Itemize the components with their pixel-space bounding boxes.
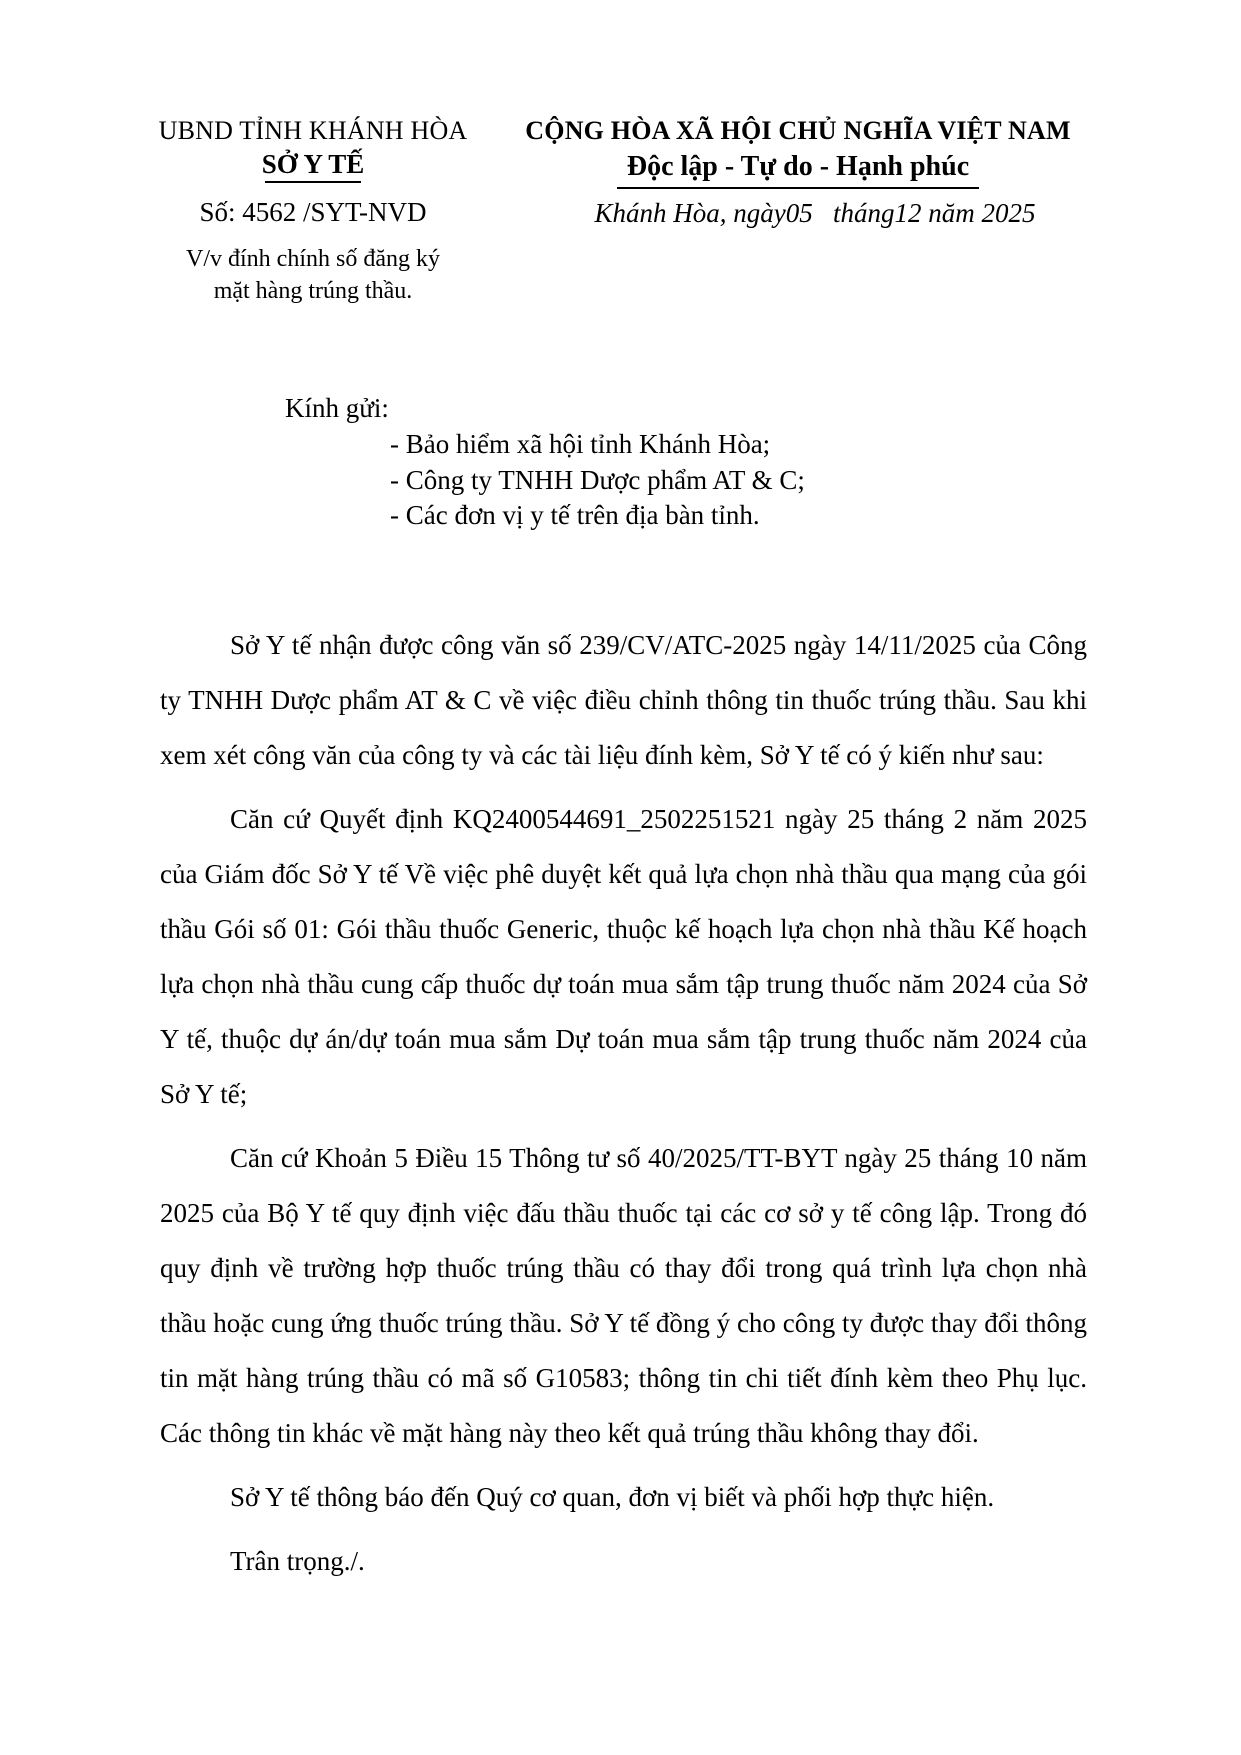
document-number: Số: 4562 /SYT-NVD (199, 197, 427, 227)
body-paragraph-3: Căn cứ Khoản 5 Điều 15 Thông tư số 40/2025/TT-BYT ngày 25 tháng 10 năm 2025 của Bộ Y tế quy định việc đấu thầu thuốc tại các cơ sở y tế công lập. Trong đó quy định về trường hợp thuốc trúng thầu có thay đổi trong quá trình lựa chọn nhà thầu hoặc cung ứng thuốc trúng thầu. Sở Y tế đồng ý cho công ty được thay đổi thông tin mặt hàng trúng thầu có mã số G10583; thông tin chi tiết đính kèm theo Phụ lục. Các thông tin khác về mặt hàng này theo kết quả trúng thầu không thay đổi. (160, 1142, 1087, 1448)
department-underline-rule (265, 181, 361, 183)
subject-line-2: mặt hàng trúng thầu. (213, 277, 413, 304)
closing-salutation: Trân trọng./. (230, 1545, 365, 1576)
document-header (0, 0, 1241, 307)
salutation: Kính gửi: (285, 393, 389, 424)
national-motto: Độc lập - Tự do - Hạnh phúc (617, 151, 979, 189)
document-body (160, 618, 1087, 1589)
body-paragraph-1: Sở Y tế nhận được công văn số 239/CV/ATC-2025 ngày 14/11/2025 của Công ty TNHH Dược phẩm AT & C về việc điều chỉnh thông tin thuốc trúng thầu. Sau khi xem xét công văn của công ty và các tài liệu đính kèm, Sở Y tế có ý kiến như sau: (160, 629, 1087, 770)
place-date-line: Khánh Hòa, ngày05 tháng12 năm 2025 (594, 198, 1036, 228)
body-paragraph-2: Căn cứ Quyết định KQ2400544691_2502251521 ngày 25 tháng 2 năm 2025 của Giám đốc Sở Y tế Về việc phê duyệt kết quả lựa chọn nhà thầu qua mạng của gói thầu Gói số 01: Gói thầu thuốc Generic, thuộc kế hoạch lựa chọn nhà thầu Kế hoạch lựa chọn nhà thầu cung cấp thuốc dự toán mua sắm tập trung thuốc năm 2024 của Sở Y tế, thuộc dự án/dự toán mua sắm Dự toán mua sắm tập trung thuốc năm 2024 của Sở Y tế; (160, 803, 1087, 1109)
recipient-item: - Công ty TNHH Dược phẩm AT & C; (390, 464, 805, 495)
department-name: SỞ Y TẾ (261, 149, 365, 179)
subject-line-1: V/v đính chính số đăng ký (186, 246, 440, 272)
national-title: CỘNG HÒA XÃ HỘI CHỦ NGHĨA VIỆT NAM (525, 116, 1071, 145)
recipient-item: - Bảo hiểm xã hội tỉnh Khánh Hòa; (390, 428, 771, 459)
recipient-item: - Các đơn vị y tế trên địa bàn tỉnh. (390, 500, 760, 531)
document-subject (158, 244, 468, 307)
recipients-section (285, 391, 1085, 534)
notification-paragraph: Sở Y tế thông báo đến Quý cơ quan, đơn vị biết và phối hợp thực hiện. (230, 1481, 995, 1512)
recipient-list (390, 427, 1085, 534)
org-name: UBND TỈNH KHÁNH HÒA (158, 116, 468, 145)
issuing-authority-block (158, 116, 468, 307)
national-header-block (495, 116, 1101, 307)
